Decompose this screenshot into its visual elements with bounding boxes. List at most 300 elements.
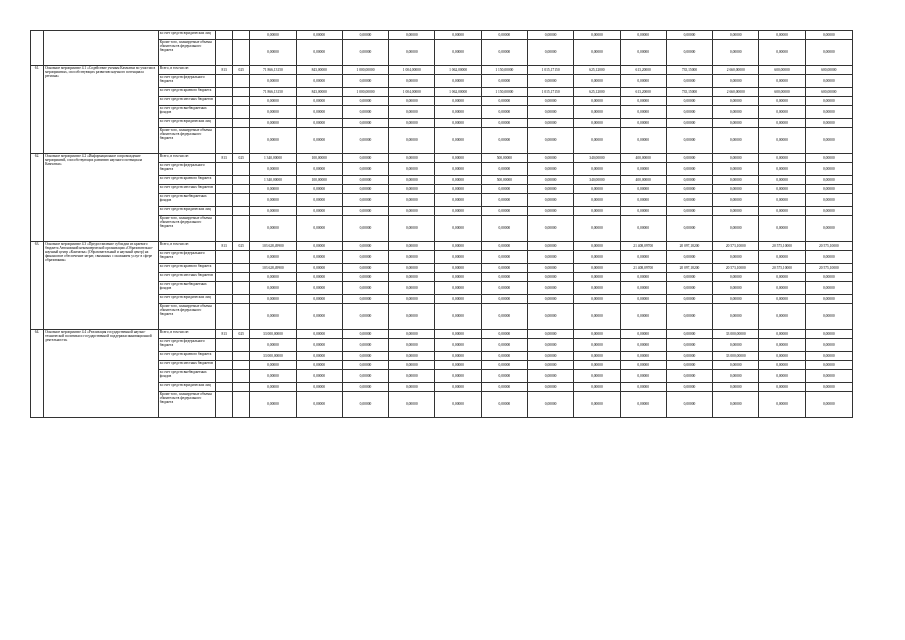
value-cell: 0,00000 bbox=[759, 163, 805, 176]
value-cell: 0,00000 bbox=[805, 304, 852, 330]
value-cell: 0,00000 bbox=[805, 330, 852, 339]
value-cell: 0,00000 bbox=[713, 282, 759, 295]
funding-source-label: за счет средств внебюджетных фондов bbox=[158, 194, 215, 207]
value-cell: 0,00000 bbox=[435, 176, 481, 185]
value-cell: 71 866,13150 bbox=[250, 88, 296, 97]
value-cell: 0,00000 bbox=[389, 75, 435, 88]
value-cell: 0,00000 bbox=[296, 128, 342, 154]
value-cell: 0,00000 bbox=[342, 163, 388, 176]
code-cell bbox=[233, 119, 250, 128]
value-cell: 0,00000 bbox=[527, 295, 573, 304]
value-cell: 0,00000 bbox=[713, 106, 759, 119]
value-cell: 0,00000 bbox=[435, 273, 481, 282]
value-cell: 0,00000 bbox=[666, 339, 712, 352]
budget-code-cell: 025 bbox=[233, 66, 250, 75]
funding-source-label: за счет средств краевого бюджета bbox=[158, 176, 215, 185]
value-cell: 0,00000 bbox=[713, 207, 759, 216]
value-cell: 0,00000 bbox=[435, 163, 481, 176]
value-cell: 0,00000 bbox=[481, 128, 527, 154]
value-cell: 0,00000 bbox=[805, 194, 852, 207]
value-cell: 0,00000 bbox=[805, 154, 852, 163]
value-cell: 0,00000 bbox=[713, 119, 759, 128]
value-cell: 20 575,10000 bbox=[759, 242, 805, 251]
value-cell: 0,00000 bbox=[759, 176, 805, 185]
value-cell: 0,00000 bbox=[574, 282, 620, 295]
value-cell: 0,00000 bbox=[250, 207, 296, 216]
value-cell: 0,00000 bbox=[435, 75, 481, 88]
funding-source-label: за счет средств юридических лиц bbox=[158, 295, 215, 304]
value-cell: 0,00000 bbox=[250, 106, 296, 119]
value-cell: 0,00000 bbox=[342, 264, 388, 273]
value-cell: 0,00000 bbox=[805, 370, 852, 383]
value-cell: 0,00000 bbox=[296, 216, 342, 242]
value-cell: 0,00000 bbox=[713, 128, 759, 154]
value-cell: 0,00000 bbox=[713, 295, 759, 304]
value-cell: 0,00000 bbox=[481, 97, 527, 106]
code-cell bbox=[216, 273, 233, 282]
value-cell: 0,00000 bbox=[342, 216, 388, 242]
funding-source-label: за счет средств внебюджетных фондов bbox=[158, 370, 215, 383]
value-cell: 735,15000 bbox=[666, 66, 712, 75]
value-cell: 0,00000 bbox=[620, 352, 666, 361]
value-cell: 0,00000 bbox=[527, 330, 573, 339]
value-cell: 0,00000 bbox=[527, 304, 573, 330]
code-cell bbox=[216, 40, 233, 66]
value-cell: 0,00000 bbox=[620, 361, 666, 370]
value-cell: 0,00000 bbox=[574, 106, 620, 119]
value-cell: 0,00000 bbox=[389, 97, 435, 106]
value-cell: 0,00000 bbox=[620, 75, 666, 88]
value-cell: 0,00000 bbox=[435, 31, 481, 40]
code-cell bbox=[216, 339, 233, 352]
value-cell: 0,00000 bbox=[342, 176, 388, 185]
value-cell: 0,00000 bbox=[250, 361, 296, 370]
value-cell: 0,00000 bbox=[250, 251, 296, 264]
value-cell: 0,00000 bbox=[620, 97, 666, 106]
code-cell bbox=[216, 304, 233, 330]
code-cell bbox=[233, 106, 250, 119]
value-cell: 0,00000 bbox=[759, 370, 805, 383]
value-cell: 0,00000 bbox=[342, 273, 388, 282]
value-cell: 20 097,18200 bbox=[666, 242, 712, 251]
funding-source-label: за счет средств юридических лиц bbox=[158, 383, 215, 392]
code-cell bbox=[216, 128, 233, 154]
value-cell: 0,00000 bbox=[574, 339, 620, 352]
value-cell: 0,00000 bbox=[666, 216, 712, 242]
value-cell: 1 004,00000 bbox=[389, 66, 435, 75]
value-cell: 0,00000 bbox=[389, 31, 435, 40]
funding-source-label: за счет средств краевого бюджета bbox=[158, 352, 215, 361]
value-cell: 0,00000 bbox=[713, 31, 759, 40]
funding-source-label: Всего, в том числе: bbox=[158, 154, 215, 163]
activity-description-cell: Основное мероприятие 4.3 «Предоставление субсидии из краевого бюджета Автономной некоммерческой организации «Образовательно-научный центр «Камчатка» (Образовательный и научный центр) на финансовое обеспечение затрат, связанных с оказанием услуг в сфере образования» bbox=[44, 242, 159, 330]
table-row bbox=[31, 330, 853, 339]
value-cell: 0,00000 bbox=[527, 40, 573, 66]
document-page bbox=[30, 30, 853, 418]
value-cell: 0,00000 bbox=[342, 295, 388, 304]
value-cell: 0,00000 bbox=[574, 304, 620, 330]
value-cell: 103 628,49900 bbox=[250, 264, 296, 273]
value-cell: 2 660,00000 bbox=[713, 66, 759, 75]
value-cell: 0,00000 bbox=[713, 304, 759, 330]
code-cell bbox=[216, 352, 233, 361]
value-cell: 0,00000 bbox=[759, 185, 805, 194]
code-cell bbox=[233, 352, 250, 361]
value-cell: 0,00000 bbox=[296, 282, 342, 295]
value-cell: 0,00000 bbox=[435, 154, 481, 163]
value-cell: 0,00000 bbox=[620, 295, 666, 304]
value-cell: 0,00000 bbox=[713, 185, 759, 194]
value-cell: 0,00000 bbox=[527, 282, 573, 295]
value-cell: 0,00000 bbox=[481, 119, 527, 128]
value-cell: 0,00000 bbox=[481, 31, 527, 40]
value-cell: 0,00000 bbox=[481, 242, 527, 251]
value-cell: 0,00000 bbox=[666, 304, 712, 330]
value-cell: 0,00000 bbox=[296, 163, 342, 176]
value-cell: 0,00000 bbox=[250, 119, 296, 128]
value-cell: 0,00000 bbox=[296, 330, 342, 339]
value-cell: 843,00000 bbox=[296, 88, 342, 97]
value-cell: 0,00000 bbox=[620, 392, 666, 418]
value-cell: 0,00000 bbox=[296, 370, 342, 383]
value-cell: 0,00000 bbox=[620, 207, 666, 216]
value-cell: 33 000,00000 bbox=[250, 352, 296, 361]
code-cell bbox=[216, 119, 233, 128]
value-cell: 0,00000 bbox=[759, 119, 805, 128]
budget-code-cell: 813 bbox=[216, 242, 233, 251]
funding-source-label: за счет средств местных бюджетов bbox=[158, 185, 215, 194]
value-cell: 0,00000 bbox=[342, 207, 388, 216]
value-cell: 600,00000 bbox=[759, 88, 805, 97]
value-cell: 0,00000 bbox=[435, 330, 481, 339]
value-cell: 0,00000 bbox=[527, 383, 573, 392]
value-cell: 0,00000 bbox=[805, 392, 852, 418]
value-cell: 0,00000 bbox=[250, 216, 296, 242]
budget-table bbox=[30, 30, 853, 418]
value-cell: 0,00000 bbox=[805, 295, 852, 304]
code-cell bbox=[216, 194, 233, 207]
row-number-cell: 61. bbox=[31, 66, 44, 154]
code-cell bbox=[216, 163, 233, 176]
value-cell: 0,00000 bbox=[296, 31, 342, 40]
code-cell bbox=[216, 97, 233, 106]
value-cell: 0,00000 bbox=[342, 370, 388, 383]
budget-code-cell: 025 bbox=[233, 242, 250, 251]
value-cell: 0,00000 bbox=[389, 216, 435, 242]
value-cell: 0,00000 bbox=[296, 106, 342, 119]
funding-source-label: за счет средств юридических лиц bbox=[158, 119, 215, 128]
funding-source-label: за счет средств местных бюджетов bbox=[158, 273, 215, 282]
value-cell: 0,00000 bbox=[250, 370, 296, 383]
value-cell: 0,00000 bbox=[574, 119, 620, 128]
value-cell: 0,00000 bbox=[342, 31, 388, 40]
value-cell: 0,00000 bbox=[296, 352, 342, 361]
value-cell: 0,00000 bbox=[435, 392, 481, 418]
activity-description-cell: Основное мероприятие 4.4 «Реализация государственной научно-технической политики и государственной поддержки инновационной деятельности» bbox=[44, 330, 159, 418]
code-cell bbox=[233, 75, 250, 88]
value-cell: 0,00000 bbox=[481, 194, 527, 207]
value-cell: 0,00000 bbox=[527, 154, 573, 163]
code-cell bbox=[233, 88, 250, 97]
value-cell: 0,00000 bbox=[250, 75, 296, 88]
value-cell: 0,00000 bbox=[713, 75, 759, 88]
value-cell: 0,00000 bbox=[759, 75, 805, 88]
code-cell bbox=[233, 31, 250, 40]
value-cell: 0,00000 bbox=[296, 339, 342, 352]
value-cell: 0,00000 bbox=[342, 392, 388, 418]
value-cell: 0,00000 bbox=[805, 273, 852, 282]
code-cell bbox=[233, 383, 250, 392]
value-cell: 0,00000 bbox=[389, 392, 435, 418]
value-cell: 0,00000 bbox=[435, 194, 481, 207]
budget-code-cell: 813 bbox=[216, 330, 233, 339]
value-cell: 0,00000 bbox=[666, 330, 712, 339]
row-number-cell: 62. bbox=[31, 154, 44, 242]
value-cell: 0,00000 bbox=[620, 339, 666, 352]
value-cell: 0,00000 bbox=[620, 273, 666, 282]
value-cell: 20 097,18200 bbox=[666, 264, 712, 273]
value-cell: 0,00000 bbox=[666, 106, 712, 119]
value-cell: 0,00000 bbox=[527, 185, 573, 194]
value-cell: 0,00000 bbox=[481, 282, 527, 295]
value-cell: 0,00000 bbox=[250, 383, 296, 392]
code-cell bbox=[233, 128, 250, 154]
value-cell: 0,00000 bbox=[759, 339, 805, 352]
value-cell: 0,00000 bbox=[527, 242, 573, 251]
value-cell: 0,00000 bbox=[805, 75, 852, 88]
value-cell: 0,00000 bbox=[574, 97, 620, 106]
value-cell: 0,00000 bbox=[713, 176, 759, 185]
value-cell: 0,00000 bbox=[527, 370, 573, 383]
table-row bbox=[31, 66, 853, 75]
value-cell: 0,00000 bbox=[759, 352, 805, 361]
code-cell bbox=[216, 264, 233, 273]
value-cell: 0,00000 bbox=[713, 163, 759, 176]
value-cell: 0,00000 bbox=[342, 40, 388, 66]
value-cell: 340,00000 bbox=[574, 176, 620, 185]
value-cell: 0,00000 bbox=[481, 75, 527, 88]
funding-source-label: Кроме того, планируемые объемы обязательств федерального бюджета bbox=[158, 40, 215, 66]
code-cell bbox=[233, 185, 250, 194]
value-cell: 0,00000 bbox=[759, 295, 805, 304]
value-cell: 0,00000 bbox=[342, 251, 388, 264]
value-cell: 0,00000 bbox=[574, 128, 620, 154]
value-cell: 0,00000 bbox=[250, 31, 296, 40]
value-cell: 0,00000 bbox=[389, 119, 435, 128]
value-cell: 1 062,00000 bbox=[435, 66, 481, 75]
value-cell: 0,00000 bbox=[574, 216, 620, 242]
value-cell: 0,00000 bbox=[481, 251, 527, 264]
value-cell: 0,00000 bbox=[666, 194, 712, 207]
value-cell: 400,00000 bbox=[620, 176, 666, 185]
value-cell: 0,00000 bbox=[389, 282, 435, 295]
value-cell: 20 575,10000 bbox=[759, 264, 805, 273]
table-row bbox=[31, 31, 853, 40]
value-cell: 0,00000 bbox=[574, 40, 620, 66]
value-cell: 0,00000 bbox=[620, 194, 666, 207]
value-cell: 0,00000 bbox=[759, 383, 805, 392]
value-cell: 0,00000 bbox=[666, 251, 712, 264]
value-cell: 0,00000 bbox=[435, 119, 481, 128]
funding-source-label: Кроме того, планируемые объемы обязательств федерального бюджета bbox=[158, 128, 215, 154]
value-cell: 0,00000 bbox=[296, 383, 342, 392]
value-cell: 0,00000 bbox=[250, 163, 296, 176]
value-cell: 0,00000 bbox=[389, 330, 435, 339]
value-cell: 0,00000 bbox=[296, 392, 342, 418]
value-cell: 400,00000 bbox=[620, 154, 666, 163]
value-cell: 0,00000 bbox=[389, 207, 435, 216]
value-cell: 0,00000 bbox=[666, 295, 712, 304]
value-cell: 0,00000 bbox=[389, 128, 435, 154]
code-cell bbox=[233, 176, 250, 185]
value-cell: 100,00000 bbox=[296, 176, 342, 185]
value-cell: 0,00000 bbox=[620, 128, 666, 154]
value-cell: 0,00000 bbox=[342, 97, 388, 106]
value-cell: 0,00000 bbox=[574, 31, 620, 40]
value-cell: 0,00000 bbox=[759, 31, 805, 40]
value-cell: 0,00000 bbox=[666, 40, 712, 66]
value-cell: 0,00000 bbox=[805, 352, 852, 361]
value-cell: 0,00000 bbox=[481, 106, 527, 119]
funding-source-label: за счет средств местных бюджетов bbox=[158, 97, 215, 106]
value-cell: 0,00000 bbox=[527, 273, 573, 282]
value-cell: 0,00000 bbox=[389, 361, 435, 370]
value-cell: 0,00000 bbox=[666, 97, 712, 106]
value-cell: 0,00000 bbox=[713, 339, 759, 352]
code-cell bbox=[216, 392, 233, 418]
value-cell: 0,00000 bbox=[666, 75, 712, 88]
budget-code-cell: 025 bbox=[233, 330, 250, 339]
value-cell: 0,00000 bbox=[435, 361, 481, 370]
funding-source-label: за счет средств юридических лиц bbox=[158, 31, 215, 40]
funding-source-label: Всего, в том числе: bbox=[158, 242, 215, 251]
value-cell: 0,00000 bbox=[620, 106, 666, 119]
value-cell: 0,00000 bbox=[713, 273, 759, 282]
table-body bbox=[31, 31, 853, 418]
value-cell: 0,00000 bbox=[342, 352, 388, 361]
value-cell: 0,00000 bbox=[435, 370, 481, 383]
value-cell: 0,00000 bbox=[574, 207, 620, 216]
code-cell bbox=[216, 295, 233, 304]
value-cell: 0,00000 bbox=[666, 176, 712, 185]
value-cell: 0,00000 bbox=[713, 361, 759, 370]
funding-source-label: за счет средств краевого бюджета bbox=[158, 88, 215, 97]
value-cell: 625,12000 bbox=[574, 88, 620, 97]
value-cell: 0,00000 bbox=[759, 106, 805, 119]
funding-source-label: за счет средств федерального бюджета bbox=[158, 75, 215, 88]
value-cell: 1 062,00000 bbox=[435, 88, 481, 97]
value-cell: 0,00000 bbox=[435, 282, 481, 295]
value-cell: 0,00000 bbox=[250, 392, 296, 418]
code-cell bbox=[216, 216, 233, 242]
value-cell: 21 408,09700 bbox=[620, 242, 666, 251]
value-cell: 0,00000 bbox=[481, 304, 527, 330]
value-cell: 0,00000 bbox=[435, 264, 481, 273]
funding-source-label: за счет средств федерального бюджета bbox=[158, 251, 215, 264]
value-cell: 0,00000 bbox=[527, 251, 573, 264]
value-cell: 0,00000 bbox=[435, 251, 481, 264]
value-cell: 0,00000 bbox=[389, 352, 435, 361]
value-cell: 0,00000 bbox=[250, 304, 296, 330]
value-cell: 2 660,00000 bbox=[713, 88, 759, 97]
value-cell: 0,00000 bbox=[620, 370, 666, 383]
value-cell: 0,00000 bbox=[574, 392, 620, 418]
value-cell: 1 000,00000 bbox=[342, 66, 388, 75]
code-cell bbox=[216, 361, 233, 370]
value-cell: 33 000,00000 bbox=[713, 352, 759, 361]
table-row bbox=[31, 242, 853, 251]
value-cell: 0,00000 bbox=[389, 370, 435, 383]
value-cell: 0,00000 bbox=[481, 392, 527, 418]
value-cell: 0,00000 bbox=[620, 251, 666, 264]
value-cell: 0,00000 bbox=[342, 304, 388, 330]
value-cell: 20 575,10000 bbox=[805, 264, 852, 273]
value-cell: 500,00000 bbox=[481, 176, 527, 185]
value-cell: 0,00000 bbox=[296, 295, 342, 304]
value-cell: 0,00000 bbox=[713, 251, 759, 264]
value-cell: 0,00000 bbox=[666, 282, 712, 295]
value-cell: 0,00000 bbox=[481, 383, 527, 392]
value-cell: 0,00000 bbox=[342, 75, 388, 88]
value-cell: 0,00000 bbox=[805, 119, 852, 128]
value-cell: 0,00000 bbox=[527, 163, 573, 176]
value-cell: 0,00000 bbox=[389, 176, 435, 185]
code-cell bbox=[233, 304, 250, 330]
value-cell: 1 015,17150 bbox=[527, 88, 573, 97]
budget-code-cell: 025 bbox=[233, 154, 250, 163]
value-cell: 0,00000 bbox=[389, 251, 435, 264]
value-cell: 1 000,00000 bbox=[342, 88, 388, 97]
value-cell: 0,00000 bbox=[574, 273, 620, 282]
value-cell: 0,00000 bbox=[296, 194, 342, 207]
value-cell: 0,00000 bbox=[666, 370, 712, 383]
code-cell bbox=[233, 282, 250, 295]
code-cell bbox=[216, 88, 233, 97]
value-cell: 0,00000 bbox=[620, 216, 666, 242]
value-cell: 0,00000 bbox=[574, 251, 620, 264]
value-cell: 0,00000 bbox=[250, 40, 296, 66]
code-cell bbox=[216, 106, 233, 119]
value-cell: 0,00000 bbox=[435, 383, 481, 392]
value-cell: 0,00000 bbox=[481, 352, 527, 361]
value-cell: 0,00000 bbox=[713, 216, 759, 242]
value-cell: 0,00000 bbox=[527, 339, 573, 352]
value-cell: 0,00000 bbox=[620, 304, 666, 330]
value-cell: 613,20000 bbox=[620, 66, 666, 75]
value-cell: 0,00000 bbox=[527, 31, 573, 40]
value-cell: 0,00000 bbox=[805, 176, 852, 185]
value-cell: 0,00000 bbox=[296, 242, 342, 251]
value-cell: 0,00000 bbox=[389, 304, 435, 330]
value-cell: 0,00000 bbox=[389, 295, 435, 304]
value-cell: 600,00000 bbox=[759, 66, 805, 75]
value-cell: 100,00000 bbox=[296, 154, 342, 163]
value-cell: 0,00000 bbox=[435, 216, 481, 242]
value-cell: 0,00000 bbox=[759, 304, 805, 330]
value-cell: 0,00000 bbox=[805, 97, 852, 106]
value-cell: 0,00000 bbox=[435, 128, 481, 154]
value-cell: 0,00000 bbox=[481, 370, 527, 383]
code-cell bbox=[216, 185, 233, 194]
value-cell: 0,00000 bbox=[342, 330, 388, 339]
code-cell bbox=[233, 273, 250, 282]
value-cell: 0,00000 bbox=[389, 185, 435, 194]
row-number-cell: 63. bbox=[31, 242, 44, 330]
value-cell: 843,00000 bbox=[296, 66, 342, 75]
value-cell: 0,00000 bbox=[250, 185, 296, 194]
value-cell: 0,00000 bbox=[574, 163, 620, 176]
value-cell: 20 573,10000 bbox=[713, 242, 759, 251]
